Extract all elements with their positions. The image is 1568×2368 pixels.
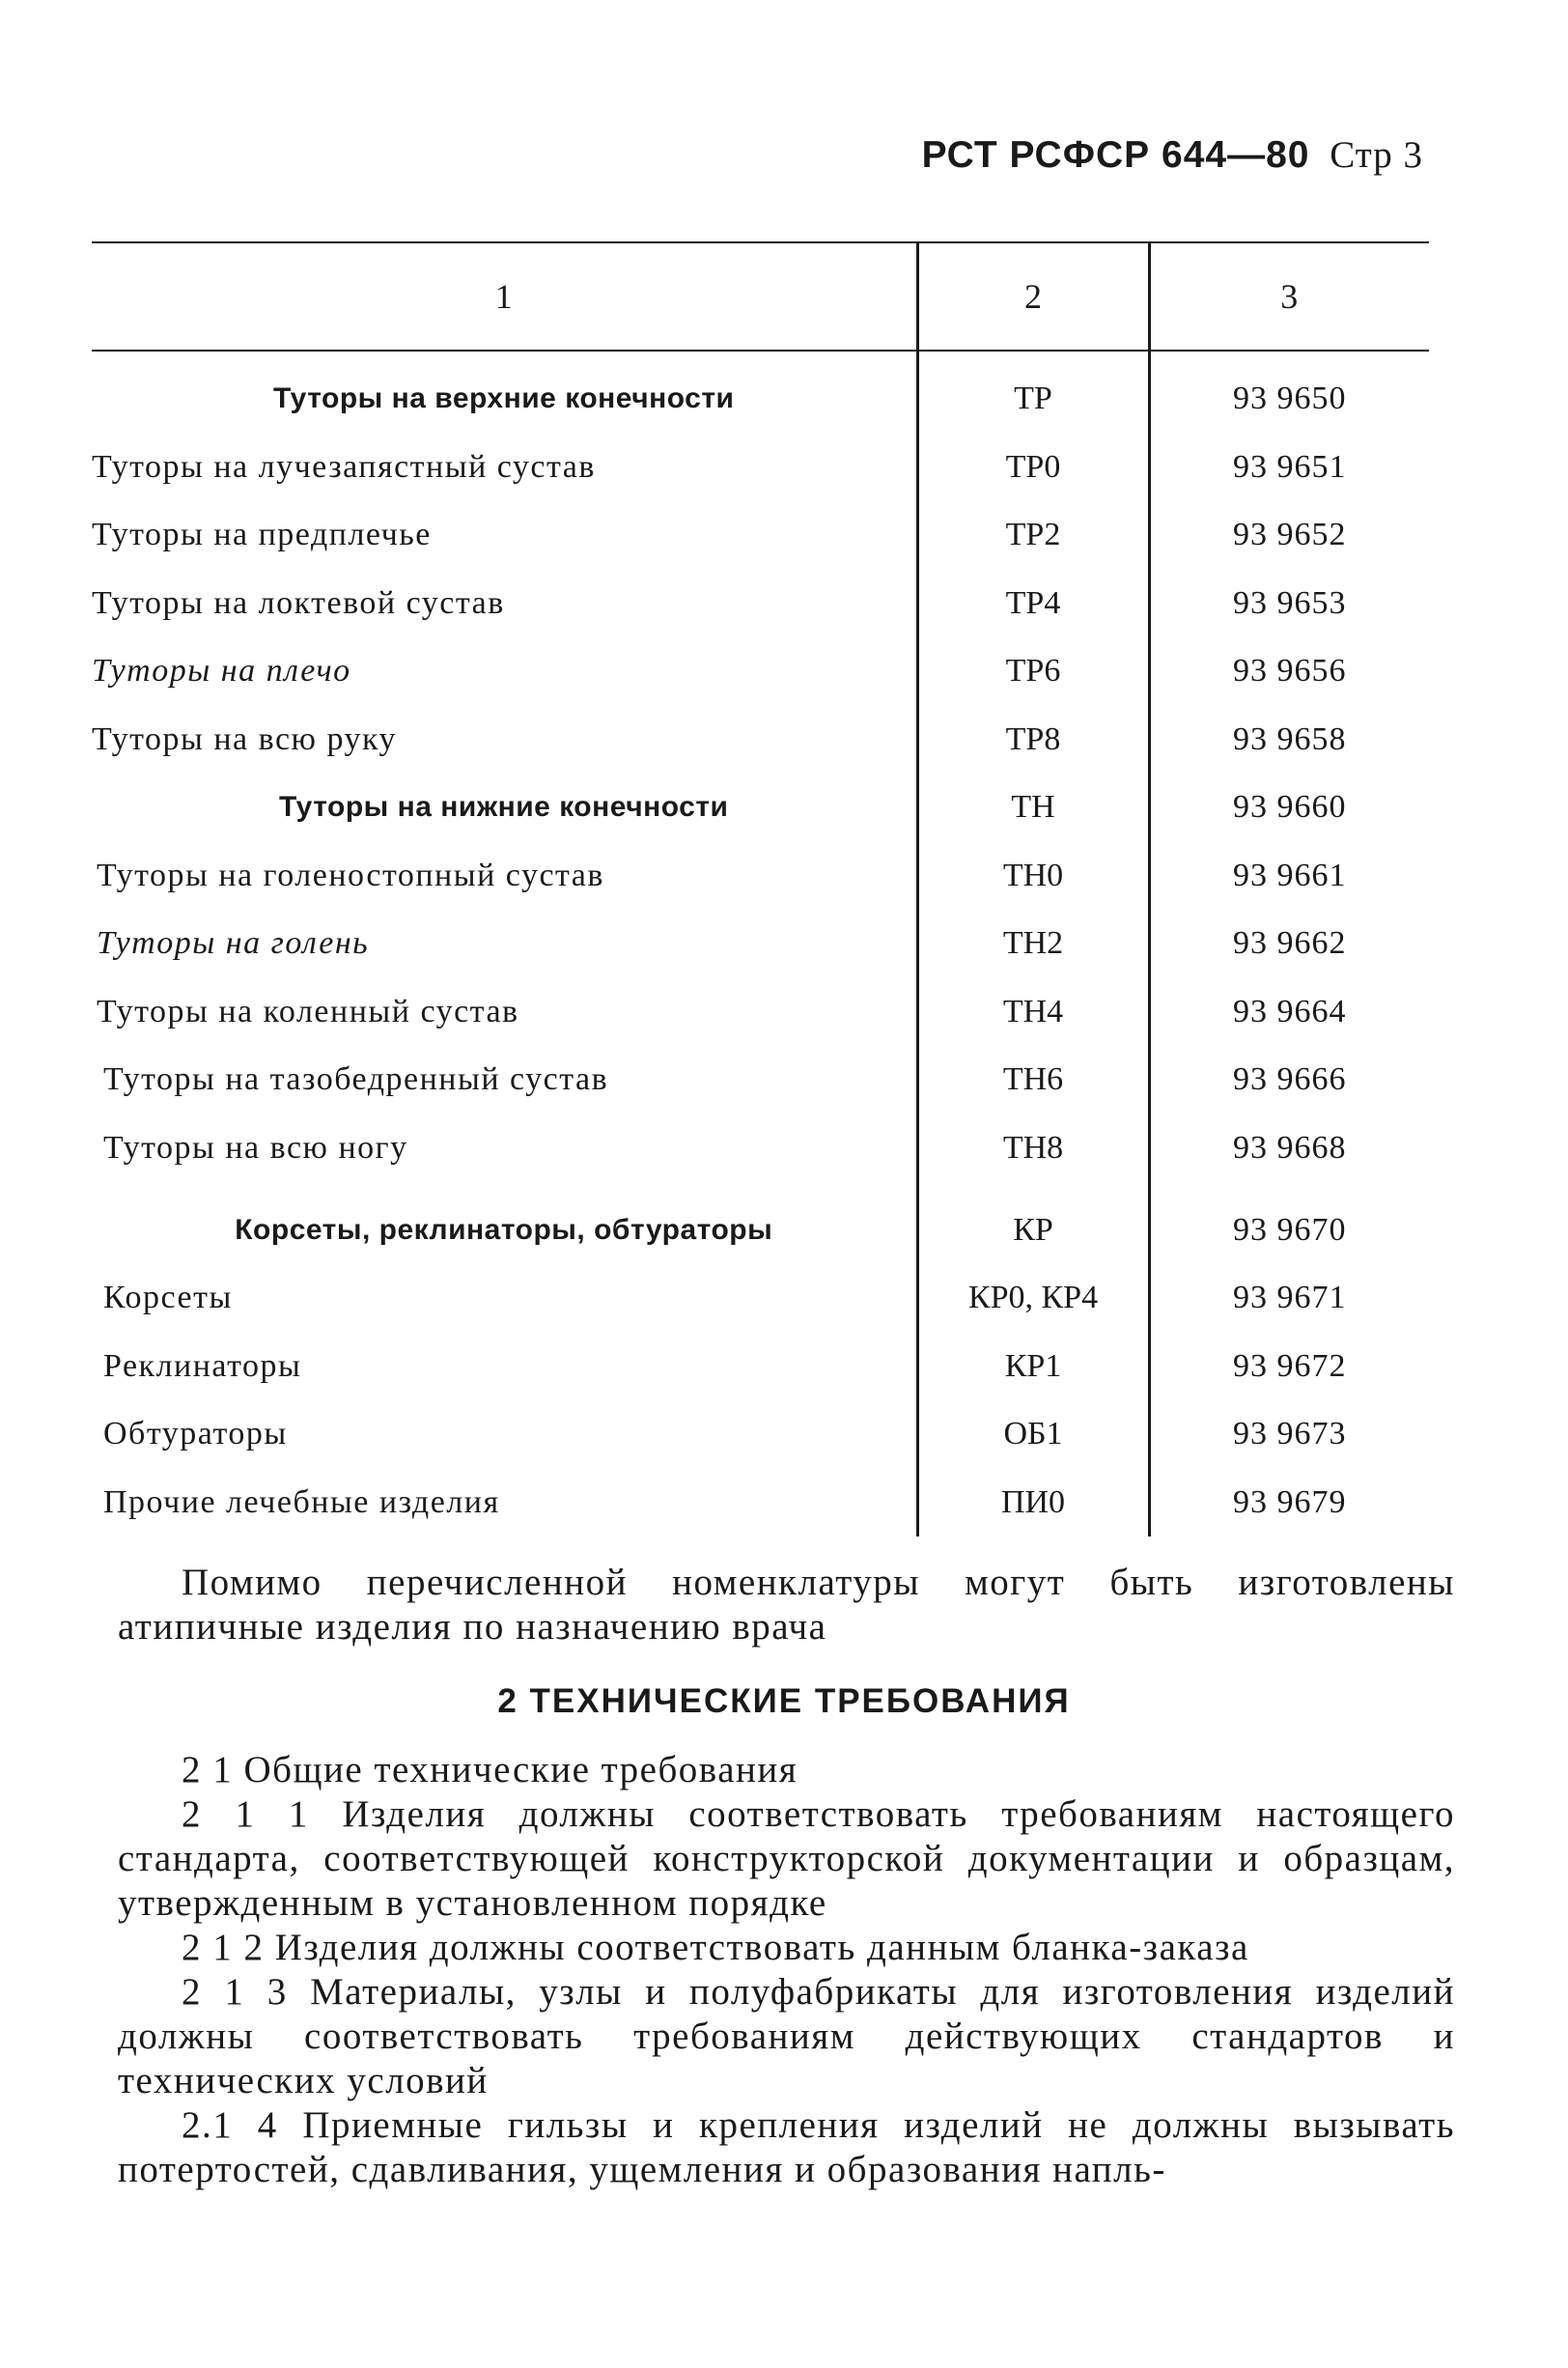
item-name: Реклинаторы [103,1347,302,1384]
okp-number: 93 9662 [1233,925,1347,962]
table-header-row [92,243,1429,350]
okp-number: 93 9660 [1233,789,1347,826]
okp-number: 93 9658 [1233,720,1347,757]
group-heading: Туторы на верхние конечности [273,382,735,415]
product-code: КР1 [917,1333,1149,1401]
table-row [92,365,1429,434]
okp-number: 93 9652 [1233,517,1347,553]
product-code: ТР [917,365,1149,434]
okp-number: 93 9666 [1233,1061,1347,1098]
okp-number: 93 9664 [1233,993,1347,1029]
product-code: ТН4 [917,978,1149,1047]
table-row [92,978,1429,1047]
item-name: Туторы на всю руку [92,720,398,757]
page-header [922,133,1423,177]
product-code: ТН [917,774,1149,842]
okp-number: 93 9653 [1233,584,1347,621]
item-name: Туторы на коленный сустав [97,993,519,1029]
okp-number: 93 9668 [1233,1129,1347,1166]
paragraph: 2 1 1 Изделия должны соответствовать требованиям настоящего стандарта, соответствующей конструкторской документации и образцам, утвержденным в установленном порядке [118,1793,1455,1924]
item-name: Туторы на голеностопный сустав [97,857,604,893]
table-row [92,1400,1429,1469]
table-row [92,1196,1429,1264]
paragraph: 2.1 4 Приемные гильзы и крепления изделий не должны вызывать потертостей, сдавливания, ущемления и образования напль- [118,2104,1455,2190]
product-code: ТР0 [917,434,1149,502]
product-code: ТН2 [917,910,1149,978]
note-text: Помимо перечисленной номенклатуры могут быть изготовлены атипичные изделия по назначению врача [118,1562,1455,1648]
table-row [92,501,1429,570]
page-number: Стр 3 [1330,134,1423,176]
table-row [92,1046,1429,1114]
item-name: Туторы на плечо [92,653,351,690]
column-header-3: 3 [1280,277,1300,316]
paragraph: 2 1 3 Материалы, узлы и полуфабрикаты для изготовления изделий должны соответствовать требованиям действующих стандартов и технических условий [118,1971,1455,2101]
paragraph: 2 1 Общие технические требования [182,1749,798,1790]
okp-number: 93 9679 [1233,1483,1347,1520]
product-code: КР0, КР4 [917,1264,1149,1333]
product-code: ТН8 [917,1114,1149,1183]
table-row [92,1333,1429,1401]
paragraph: 2 1 2 Изделия должны соответствовать данным бланка-заказа [182,1927,1249,1968]
item-name: Туторы на лучезапястный сустав [92,448,596,485]
standard-code: РСТ РСФСР 644—80 [921,134,1310,176]
table-row [92,1114,1429,1183]
table-row [92,570,1429,638]
group-heading: Корсеты, реклинаторы, обтураторы [235,1213,773,1246]
table-row [92,1469,1429,1537]
okp-number: 93 9661 [1233,857,1347,893]
table-row [92,910,1429,978]
okp-number: 93 9673 [1233,1416,1347,1452]
table-row [92,637,1429,706]
item-name: Туторы на предплечье [92,517,432,553]
item-name: Туторы на тазобедренный сустав [103,1061,609,1098]
product-code: ТН0 [917,842,1149,911]
item-name: Туторы на всю ногу [103,1129,408,1166]
note-paragraph [118,1561,1455,1649]
product-code: ТР4 [917,570,1149,638]
product-code: ТР6 [917,637,1149,706]
okp-number: 93 9656 [1233,653,1347,690]
okp-number: 93 9672 [1233,1347,1347,1384]
product-code: ТР2 [917,501,1149,570]
product-code: ТН6 [917,1046,1149,1114]
table-row [92,434,1429,502]
group-heading: Туторы на нижние конечности [279,791,729,824]
item-name: Прочие лечебные изделия [103,1483,500,1520]
item-name: Туторы на голень [97,925,370,962]
column-header-2: 2 [917,243,1149,350]
item-name: Обтураторы [103,1416,288,1452]
product-code: ТР8 [917,706,1149,775]
nomenclature-table [92,241,1429,1536]
okp-number: 93 9651 [1233,448,1347,485]
table-row [92,774,1429,842]
section-body [118,1748,1455,2192]
okp-number: 93 9650 [1233,381,1347,417]
table-row [92,1264,1429,1333]
product-code: ОБ1 [917,1400,1149,1469]
item-name: Туторы на локтевой сустав [92,584,505,621]
okp-number: 93 9671 [1233,1280,1347,1316]
product-code: КР [917,1196,1149,1264]
okp-number: 93 9670 [1233,1211,1347,1248]
column-header-1: 1 [494,277,513,316]
product-code: ПИ0 [917,1469,1149,1537]
item-name: Корсеты [103,1280,233,1316]
table-row [92,842,1429,911]
section-title: 2 ТЕХНИЧЕСКИЕ ТРЕБОВАНИЯ [497,1682,1071,1720]
table-row [92,706,1429,775]
